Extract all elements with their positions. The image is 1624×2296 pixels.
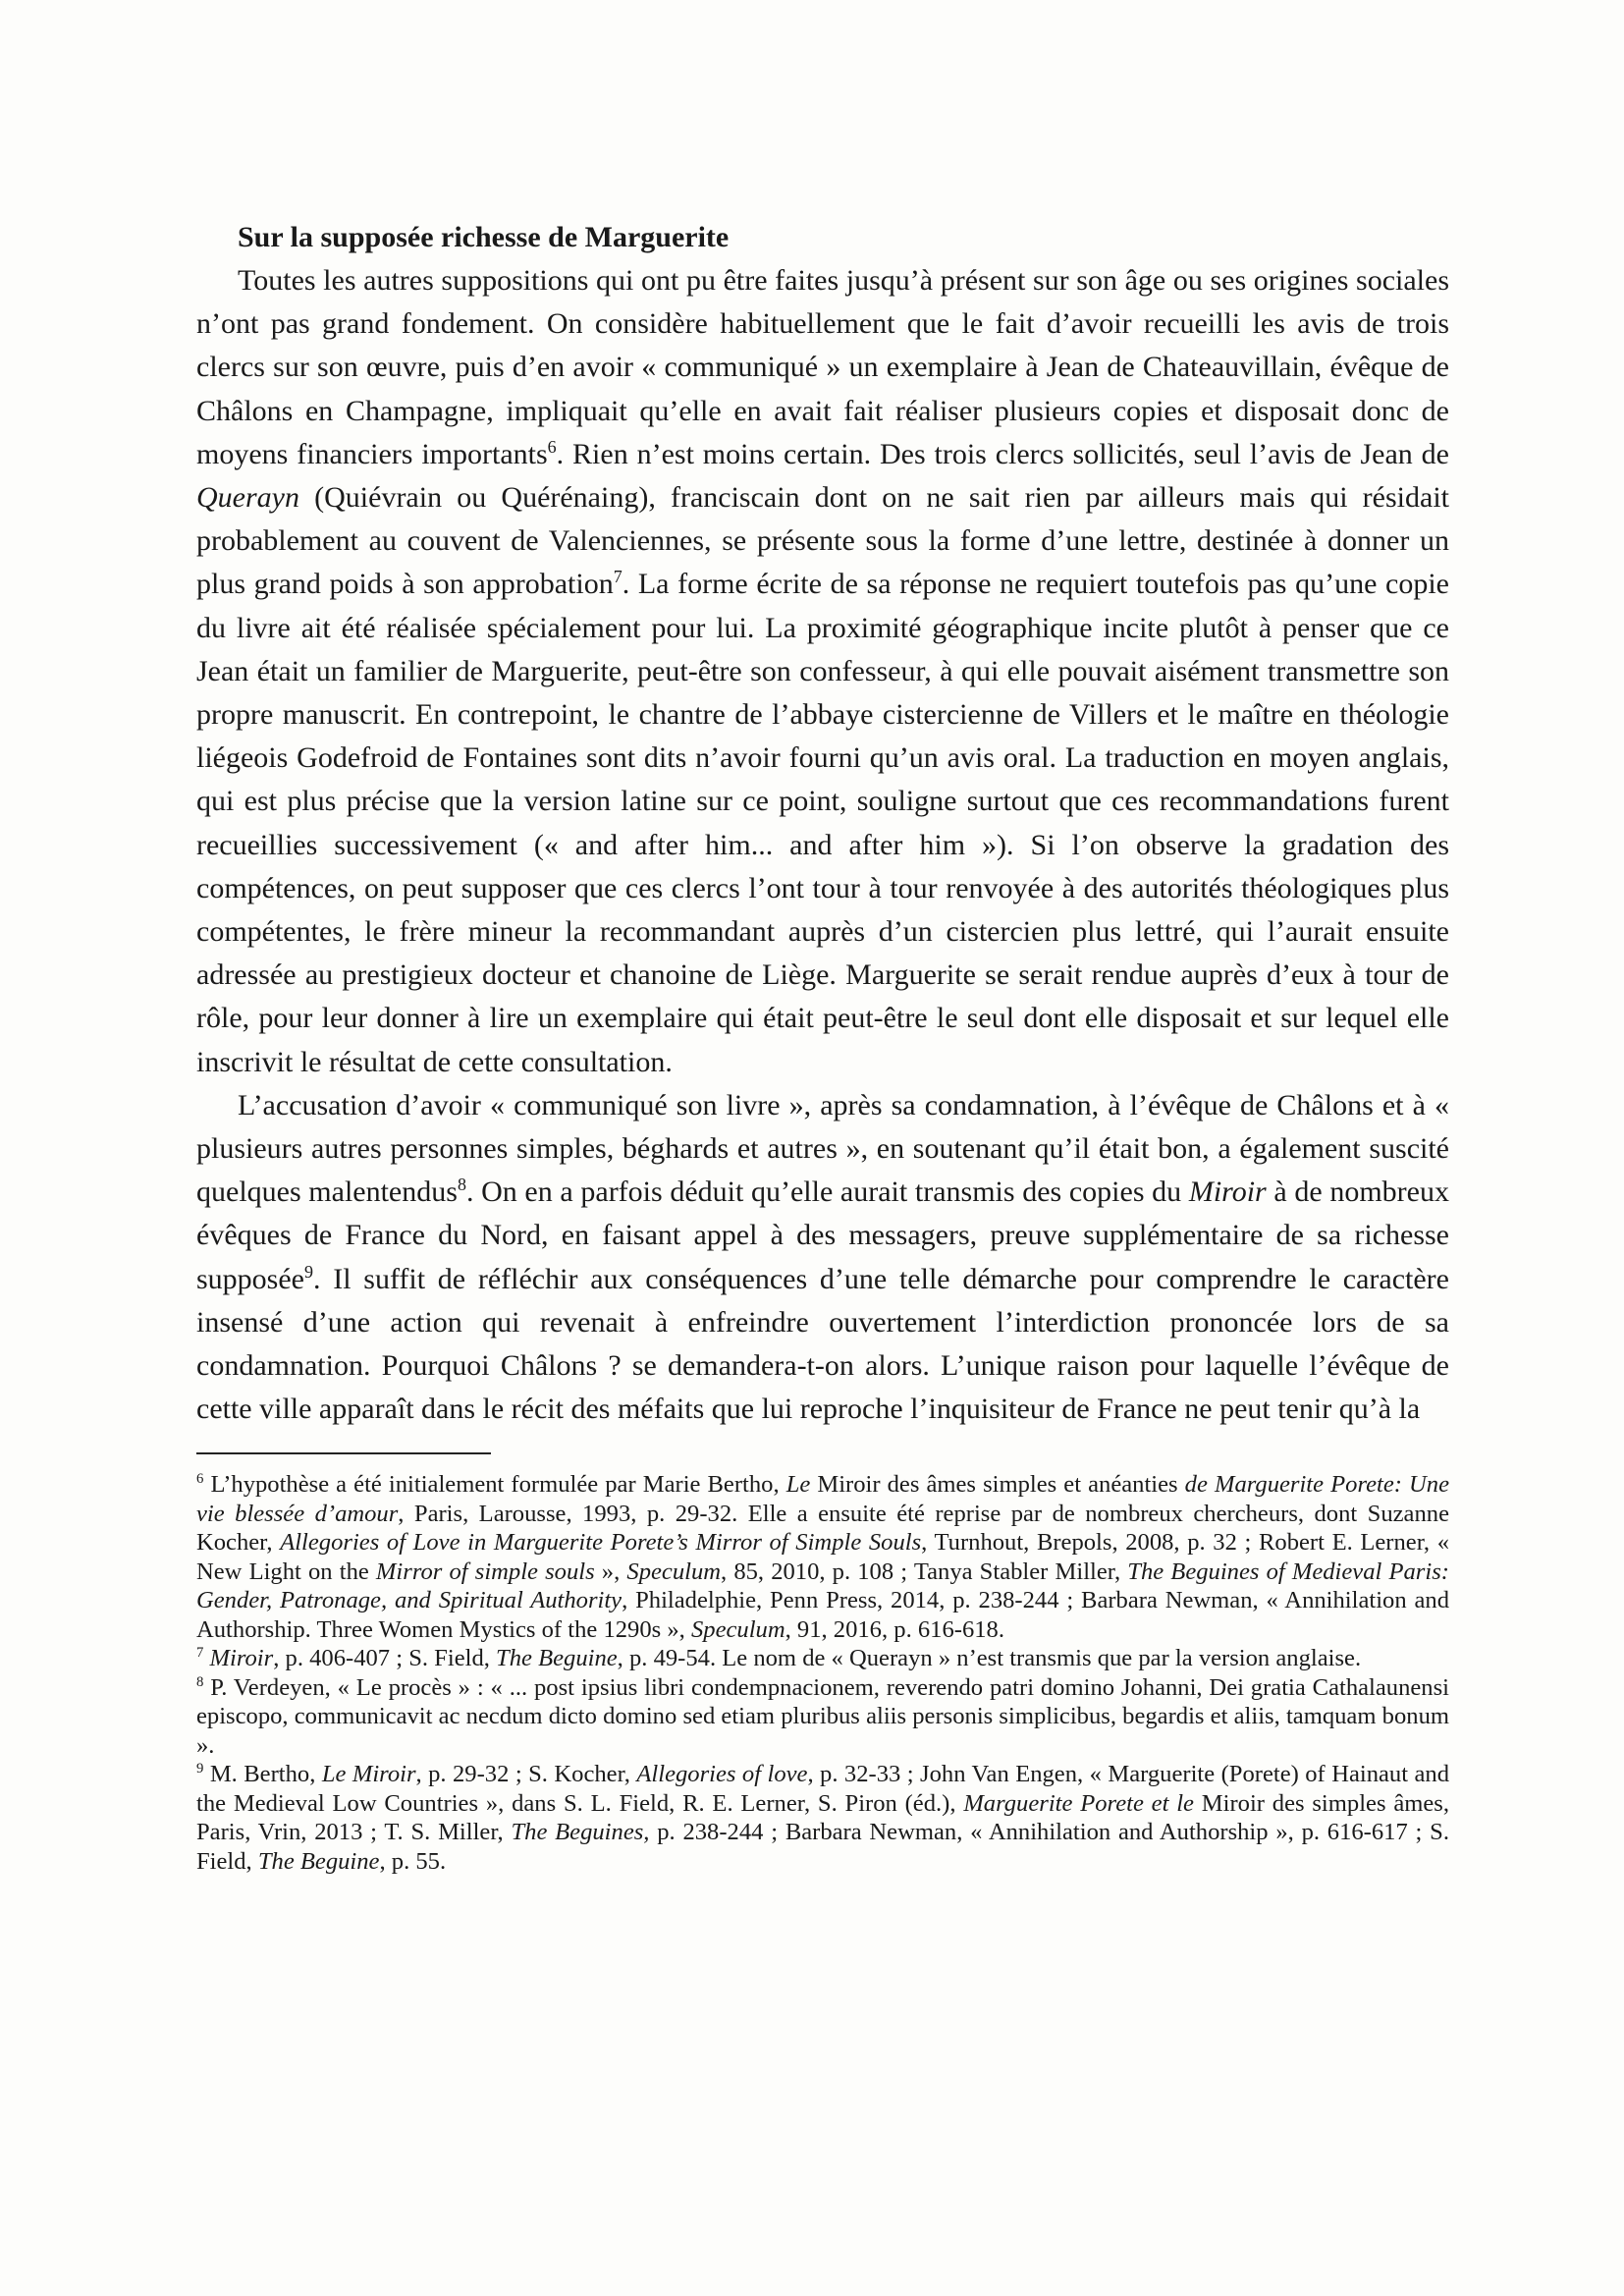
italic-run: The Beguine <box>257 1847 380 1875</box>
text-run: , p. 49-54. Le nom de « Querayn » n’est transmis que par la version anglaise. <box>617 1645 1362 1672</box>
section-heading: Sur la supposée richesse de Marguerite <box>238 221 730 253</box>
italic-run: de Marguerite Porete: Une vie blessée d’amour <box>196 1471 1449 1527</box>
text-run: , Philadelphie, Penn Press, 2014, p. 238-244 ; Barbara Newman, « Annihilation and Authorship. Three Women Mystics of the 1290s », <box>196 1587 1449 1643</box>
italic-run: Le Miroir <box>321 1761 416 1788</box>
text-run: , 91, 2016, p. 616-618. <box>785 1615 1004 1643</box>
footnote-ref: 9 <box>303 1261 313 1282</box>
footnote-ref: 7 <box>196 1645 204 1662</box>
text-run: p. 238-244 ; Barbara Newman, « Annihilation and Authorship », p. 616-617 ; S. Field, <box>196 1819 1449 1875</box>
text-run: Miroir des âmes simples et anéanties <box>810 1471 1185 1499</box>
text-run: à de nombreux évêques de France du Nord, en faisant appel à des messagers, preuve supplémentaire de sa richesse supposée <box>196 1175 1449 1295</box>
body-text <box>196 259 1449 1431</box>
text-run: , p. 55. <box>379 1847 447 1875</box>
italic-run: Miroir <box>209 1645 274 1672</box>
italic-run: The Beguine <box>496 1645 618 1672</box>
italic-run: The Beguines of Medieval Paris: Gender, Patronage, and Spiritual Authority <box>196 1558 1449 1614</box>
footnote-separator <box>196 1452 491 1454</box>
italic-run: Miroir <box>1188 1175 1267 1209</box>
text-run: . La forme écrite de sa réponse ne requiert toutefois pas qu’une copie du livre ait été réalisée spécialement pour lui. La proximité géographique incite plutôt à penser que ce Jean était un familier de Marguerite, peut-être son confesseur, à qui elle pouvait aisément transmettre son propre manuscrit. En contrepoint, le chantre de l’abbaye cistercienne de Villers et le maître en théologie liégeois Godefroid de Fontaines sont dits n’avoir fourni qu’un avis oral. La traduction en moyen anglais, qui est plus précise que la version latine sur ce point, souligne surtout que ces recommandations furent recueillies successivement (« and after him... and after him »). Si l’on observe la gradation des compétences, on peut supposer que ces clercs l’ont tour à tour renvoyée à des autorités théologiques plus compétentes, le frère mineur la recommandant auprès d’un cistercien plus lettré, qui l’aurait ensuite adressée au prestigieux docteur et chanoine de Liège. Marguerite se serait rendue auprès d’eux à tour de rôle, pour leur donner à lire un exemplaire qui était peut-être le seul dont elle disposait et sur lequel elle inscrivit le résultat de cette consultation. <box>196 568 1449 1078</box>
footnote-8 <box>196 1673 1449 1761</box>
footnote-9 <box>196 1760 1449 1876</box>
italic-run: Marguerite Porete et le <box>963 1789 1194 1817</box>
footnote-ref: 6 <box>196 1471 204 1488</box>
italic-run: The Beguines, <box>511 1819 650 1846</box>
text-run: », <box>594 1558 627 1585</box>
footnotes <box>196 1470 1449 1876</box>
text-run: , p. 29-32 ; S. Kocher, <box>415 1761 637 1788</box>
text-run: . Rien n’est moins certain. Des trois clercs sollicités, seul l’avis de Jean de <box>556 437 1449 470</box>
footnote-ref: 6 <box>547 436 557 457</box>
text-run: , p. 406-407 ; S. Field, <box>273 1645 497 1672</box>
italic-run: Allegories of Love in Marguerite Porete’s Mirror of Simple Souls <box>280 1529 922 1557</box>
footnote-6 <box>196 1470 1449 1644</box>
text-run: . On en a parfois déduit qu’elle aurait transmis des copies du <box>465 1175 1189 1209</box>
italic-run: Le <box>785 1471 811 1499</box>
italic-run: Allegories of love <box>636 1761 808 1788</box>
italic-run: Speculum <box>626 1558 722 1585</box>
text-run: Miroir des simples âmes, Paris, Vrin, 2013 ; T. S. Miller, <box>196 1789 1449 1846</box>
footnote-ref: 8 <box>196 1673 204 1690</box>
paragraph <box>196 259 1449 1084</box>
text-run: , Turnhout, Brepols, 2008, p. 32 ; Robert E. Lerner, « New Light on the <box>196 1529 1449 1585</box>
footnote-ref: 7 <box>613 567 623 587</box>
paragraph <box>196 1084 1449 1432</box>
footnote-ref: 9 <box>196 1761 204 1777</box>
text-run: L’hypothèse a été initialement formulée par Marie Bertho, <box>203 1471 786 1499</box>
text-run: Toutes les autres suppositions qui ont pu être faites jusqu’à présent sur son âge ou ses origines sociales n’ont pas grand fondement. On considère habituellement que le fait d’avoir recueilli les avis de trois clercs sur son œuvre, puis d’en avoir « communiqué » un exemplaire à Jean de Chateauvillain, évêque de Châlons en Champagne, impliquait qu’elle en avait fait réaliser plusieurs copies et disposait donc de moyens financiers importants <box>196 264 1449 470</box>
text-run: , p. 32-33 ; John Van Engen, « Marguerite (Porete) of Hainaut and the Medieval Low Countries », dans S. L. Field, R. E. Lerner, S. Piron (éd.), <box>196 1761 1450 1817</box>
text-run: (Quiévrain ou Quérénaing), franciscain dont on ne sait rien par ailleurs mais qui résidait probablement au couvent de Valenciennes, se présente sous la forme d’une lettre, destinée à donner un plus grand poids à son approbation <box>196 481 1449 601</box>
text-run: . Il suffit de réfléchir aux conséquences d’une telle démarche pour comprendre le caractère insensé d’une action qui revenait à enfreindre ouvertement l’interdiction prononcée lors de sa condamnation. Pourquoi Châlons ? se demandera-t-on alors. L’unique raison pour laquelle l’évêque de cette ville apparaît dans le récit des méfaits que lui reproche l’inquisiteur de France ne peut tenir qu’à la <box>196 1262 1449 1426</box>
text-run: P. Verdeyen, « Le procès » : « ... post ipsius libri condempnacionem, reverendo patri domino Johanni, Dei gratia Cathalaunensi episcopo, communicavit ac necdum dicto domino sed etiam pluribus aliis personis simplicibus, begardis et aliis, tamquam bonum ». <box>196 1673 1449 1759</box>
italic-run: Mirror of simple souls <box>375 1558 595 1585</box>
text-run: , Paris, Larousse, 1993, p. 29-32. Elle a ensuite été reprise par de nombreux chercheurs, dont Suzanne Kocher, <box>196 1500 1449 1557</box>
italic-run: Querayn <box>196 481 299 515</box>
footnote-ref: 8 <box>457 1175 466 1195</box>
text-run: M. Bertho, <box>203 1761 322 1788</box>
italic-run: Speculum <box>690 1615 785 1643</box>
text-run: , 85, 2010, p. 108 ; Tanya Stabler Miller, <box>721 1558 1128 1585</box>
text-run: L’accusation d’avoir « communiqué son livre », après sa condamnation, à l’évêque de Châlons et à « plusieurs autres personnes simples, béghards et autres », en soutenant qu’il était bon, a également suscité quelques malentendus <box>196 1088 1449 1209</box>
footnote-7 <box>196 1644 1449 1673</box>
document-page <box>196 216 1449 1876</box>
